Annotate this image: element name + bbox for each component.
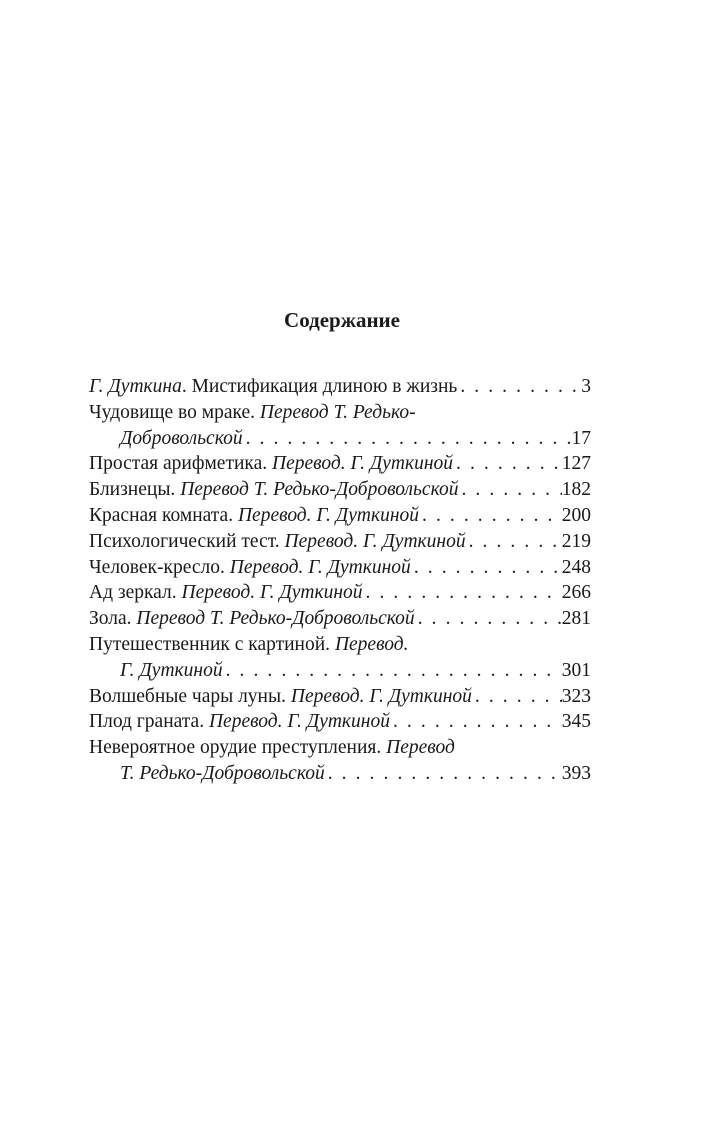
page-number: 3 [581, 376, 591, 397]
dot-leader [223, 658, 562, 684]
entry-author: Г. Дуткина [89, 376, 182, 397]
entry-text [120, 426, 243, 452]
toc-entry-line [89, 606, 591, 632]
toc-entry [89, 606, 591, 632]
entry-title: Ад зеркал. [89, 582, 182, 604]
dot-leader [419, 503, 562, 529]
entry-text [120, 761, 325, 787]
entry-text [89, 400, 416, 426]
page-number: 248 [561, 556, 591, 578]
dot-leader [411, 555, 562, 581]
toc-entry-line [89, 580, 591, 606]
dot-leader [415, 606, 562, 632]
page-number: 182 [561, 479, 591, 501]
toc-entry-line [89, 451, 591, 477]
toc-entry-line [89, 374, 591, 400]
entry-translator: Перевод. Г. Дуткиной [272, 453, 454, 475]
entry-title: Психологический тест. [89, 530, 285, 552]
entry-title: Близнецы. [89, 479, 181, 501]
page-number: 17 [571, 427, 591, 449]
entry-title: Волшебные чары луны. [89, 685, 291, 707]
toc-entry [89, 400, 591, 452]
entry-translator: Добровольской [120, 427, 243, 449]
toc-entry [89, 374, 591, 400]
toc-entry-line [89, 529, 591, 555]
entry-text [89, 503, 419, 529]
toc-entry [89, 529, 591, 555]
page-number: 200 [561, 504, 591, 526]
entry-translator: Г. Дуткиной [120, 659, 223, 681]
entry-translator: Перевод Т. Редько-Добровольской [180, 479, 459, 501]
dot-leader [453, 451, 562, 477]
entry-title: Плод граната. [89, 711, 209, 733]
entry-title: Красная комната. [89, 504, 238, 526]
entry-text [89, 632, 409, 658]
toc-entry [89, 735, 591, 787]
entry-title: Простая арифметика. [89, 453, 272, 475]
dot-leader [390, 709, 562, 735]
entry-text [89, 477, 458, 503]
toc-entry-continuation [89, 761, 591, 787]
entry-title: Чудовище во мраке. [89, 401, 260, 423]
toc-entry-line [89, 735, 591, 761]
entry-translator: Перевод. Г. Дуткиной [284, 530, 466, 552]
entry-title: Человек-кресло. [89, 556, 230, 578]
toc-entry [89, 555, 591, 581]
toc-entry [89, 451, 591, 477]
dot-leader [472, 684, 562, 710]
entry-translator: Перевод. [334, 633, 409, 655]
entry-text [89, 684, 472, 710]
toc-entry-line [89, 555, 591, 581]
entry-translator: Перевод. Г. Дуткиной [237, 504, 419, 526]
entry-text [89, 374, 457, 400]
entry-text [89, 529, 466, 555]
entry-translator: Перевод Т. Редько- [259, 401, 416, 423]
entry-heading: . Мистификация длиною в жизнь [181, 376, 458, 397]
toc-entry [89, 632, 591, 684]
entry-translator: Перевод. Г. Дуткиной [181, 582, 363, 604]
entry-text [89, 735, 455, 761]
toc-entry-line [89, 684, 591, 710]
entry-title: Зола. [89, 608, 137, 630]
page-number: 219 [561, 530, 591, 552]
entry-translator: Перевод. Г. Дуткиной [290, 685, 472, 707]
toc-entry [89, 684, 591, 710]
toc-entry [89, 709, 591, 735]
toc-entry-line [89, 477, 591, 503]
dot-leader [325, 761, 562, 787]
dot-leader [363, 580, 562, 606]
toc-entry-line [89, 400, 591, 426]
page-number: 345 [561, 711, 591, 733]
entry-title: Невероятное орудие преступления. [89, 737, 387, 759]
page-number: 393 [561, 762, 591, 784]
page-number: 301 [561, 659, 591, 681]
toc-entry [89, 580, 591, 606]
dot-leader [458, 477, 561, 503]
entry-title: Путешественник с картиной. [89, 633, 335, 655]
toc-entry [89, 503, 591, 529]
page-number: 127 [561, 453, 591, 475]
toc-entry-line [89, 709, 591, 735]
toc-entry-continuation [89, 658, 591, 684]
entry-text [89, 709, 390, 735]
toc-entry [89, 477, 591, 503]
entry-translator: Перевод. Г. Дуткиной [229, 556, 411, 578]
toc-title: Содержание [284, 308, 400, 332]
entry-translator: Перевод Т. Редько-Добровольской [136, 608, 415, 630]
page-number: 281 [561, 608, 591, 630]
dot-leader [243, 426, 572, 452]
entry-translator: Т. Редько-Добровольской [120, 762, 325, 784]
page-number: 323 [561, 685, 591, 707]
entry-translator: Перевод. Г. Дуткиной [208, 711, 390, 733]
entry-text [89, 555, 411, 581]
entry-translator: Перевод [386, 737, 455, 759]
entry-text [89, 580, 363, 606]
toc-list [89, 374, 591, 787]
toc-entry-continuation [89, 426, 591, 452]
dot-leader [457, 374, 581, 400]
entry-text [120, 658, 223, 684]
entry-text [89, 451, 453, 477]
toc-entry-line [89, 503, 591, 529]
entry-text [89, 606, 415, 632]
page-number: 266 [561, 582, 591, 604]
dot-leader [466, 529, 562, 555]
toc-entry-line [89, 632, 591, 658]
